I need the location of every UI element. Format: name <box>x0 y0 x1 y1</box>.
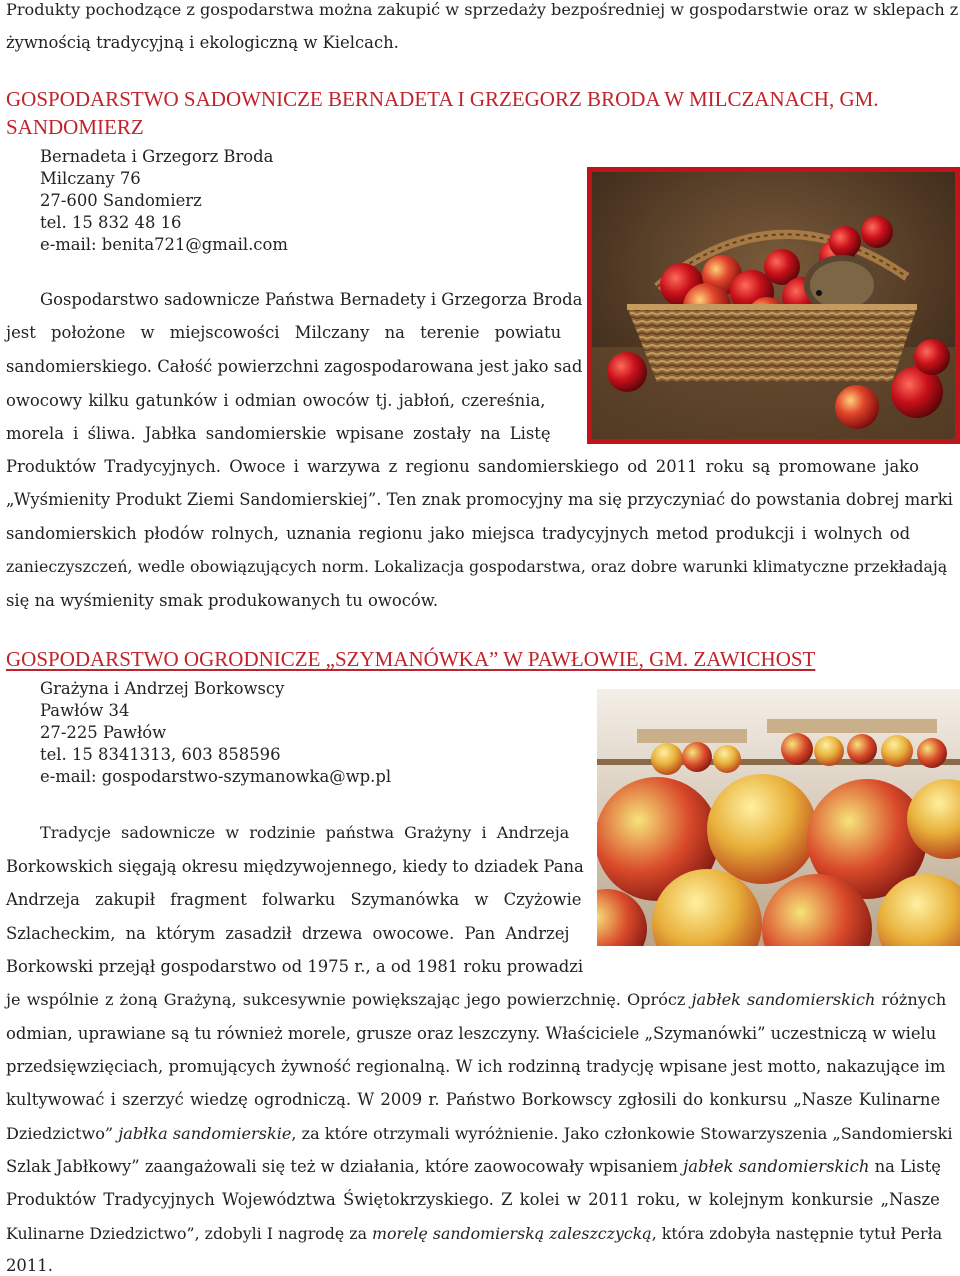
farm2-para-line-11-a: Szlak Jabłkowy” zaangażowali się też w działania, które zaowocowały wpisaniem <box>6 1157 678 1176</box>
farm2-para-line-10-b: , za które otrzymali wyróżnienie. Jako członkowie Stowarzyszenia „Sandomierski <box>291 1124 953 1143</box>
farm2-para-line-3: Andrzeja zakupił fragment folwarku Szymanówka w Czyżowie <box>6 890 582 909</box>
farm2-para-line-10 <box>6 1124 953 1144</box>
farm2-address <box>40 678 391 788</box>
farm1-address-phone: tel. 15 832 48 16 <box>40 213 182 232</box>
intro-line-1 <box>6 0 958 20</box>
farm1-address-city: 27-600 Sandomierz <box>40 191 202 210</box>
farm2-para-line-13-italic: morelę sandomierską zaleszczycką <box>372 1224 652 1243</box>
farm2-para-line-6-end: różnych <box>881 990 947 1009</box>
farm1-address-email: e-mail: benita721@gmail.com <box>40 235 288 254</box>
farm2-address-street: Pawłów 34 <box>40 701 130 720</box>
apple-crates-illustration <box>597 689 960 946</box>
farm1-title-line1: GOSPODARSTWO SADOWNICZE BERNADETA I GRZEGORZ BRODA W MILCZANACH, GM. <box>6 87 879 111</box>
farm2-para-line-5: Borkowski przejął gospodarstwo od 1975 r., a od 1981 roku prowadzi <box>6 957 584 976</box>
farm1-para-line-8: sandomierskich płodów rolnych, uznania regionu jako miejsca tradycyjnych metod produkcji i wolnych od <box>6 524 911 543</box>
farm2-para-line-13 <box>6 1224 942 1244</box>
farm2-para-line-7: odmian, uprawiane są tu również morele, grusze oraz leszczyny. Właściciele „Szymanówki” uczestniczą w wielu <box>6 1024 937 1043</box>
farm1-para-line-7: „Wyśmienity Produkt Ziemi Sandomierskiej”. Ten znak promocyjny ma się przyczyniać do powstania dobrej marki <box>6 490 953 509</box>
farm2-para-line-13-b: , która zdobyła następnie tytuł Perła <box>651 1224 943 1243</box>
farm1-para-line-2 <box>6 323 570 343</box>
farm2-address-phone: tel. 15 8341313, 603 858596 <box>40 745 281 764</box>
farm2-para-line-10-a: Dziedzictwo” <box>6 1124 114 1143</box>
farm1-address-name: Bernadeta i Grzegorz Broda <box>40 147 274 166</box>
farm2-para-line-13-a: Kulinarne Dziedzictwo”, zdobyli I nagrodę za <box>6 1224 367 1243</box>
farm2-para-line-12: Produktów Tradycyjnych Województwa Świętokrzyskiego. Z kolei w 2011 roku, w kolejnym konkursie „Nasze <box>6 1190 940 1209</box>
apple-basket-illustration <box>587 167 960 444</box>
farm2-address-name: Grażyna i Andrzej Borkowscy <box>40 679 285 698</box>
intro-line-2: żywnością tradycyjną i ekologiczną w Kielcach. <box>6 33 399 52</box>
farm1-para-line-5: morela i śliwa. Jabłka sandomierskie wpisane zostały na Listę <box>6 424 551 443</box>
farm2-para-line-11-italic: jabłek sandomierskich <box>683 1157 870 1176</box>
farm1-para-line-3: sandomierskiego. Całość powierzchni zagospodarowana jest jako sad <box>6 357 583 376</box>
farm2-para-line-8: przedsięwzięciach, promujących żywność regionalną. W ich rodzinną tradycję wpisane jest motto, nakazujące im <box>6 1057 946 1076</box>
intro-text: Produkty pochodzące z gospodarstwa można zakupić w sprzedaży bezpośredniej w gospodarstwie oraz w sklepach z <box>6 0 959 19</box>
farm2-para-line-6 <box>6 990 946 1010</box>
farm1-address <box>40 146 288 256</box>
farm1-para-line-10: się na wyśmienity smak produkowanych tu owoców. <box>6 591 439 610</box>
farm2-para-line-1-text: Tradycje sadownicze w rodzinie państwa Grażyny i Andrzeja <box>40 823 570 842</box>
farm2-para-line-6-text: je wspólnie z żoną Grażyną, sukcesywnie powiększając jego powierzchnię. Oprócz <box>6 990 686 1009</box>
apple-crates-photo <box>597 689 960 946</box>
farm1-para-line-1: Gospodarstwo sadownicze Państwa Bernadety i Grzegorza Broda <box>40 290 583 309</box>
apple-basket-photo <box>587 167 960 444</box>
farm1-para-line-9: zanieczyszczeń, wedle obowiązujących norm. Lokalizacja gospodarstwa, oraz dobre warunki klimatyczne przekładają <box>6 557 948 576</box>
farm2-para-line-11 <box>6 1157 941 1177</box>
farm1-title-line2: SANDOMIERZ <box>6 115 144 139</box>
farm1-address-street: Milczany 76 <box>40 169 141 188</box>
farm2-address-email: e-mail: gospodarstwo-szymanowka@wp.pl <box>40 767 392 786</box>
farm2-para-line-9: kultywować i szerzyć wiedzę ogrodniczą. W 2009 r. Państwo Borkowscy zgłosili do konkursu „Nasze Kulinarne <box>6 1090 941 1109</box>
farm2-para-line-1 <box>40 823 570 843</box>
farm1-para-line-6: Produktów Tradycyjnych. Owoce i warzywa z regionu sandomierskiego od 2011 roku są promowane jako <box>6 457 920 476</box>
farm2-title: GOSPODARSTWO OGRODNICZE „SZYMANÓWKA” W PAWŁOWIE, GM. ZAWICHOST <box>6 647 816 671</box>
farm2-address-city: 27-225 Pawłów <box>40 723 167 742</box>
farm2-para-line-14: 2011. <box>6 1256 53 1275</box>
farm2-para-line-6-italic: jabłek sandomierskich <box>691 990 876 1009</box>
farm2-para-line-2: Borkowskich sięgają okresu międzywojennego, kiedy to dziadek Pana <box>6 857 584 876</box>
farm2-para-line-4: Szlacheckim, na którym zasadził drzewa owocowe. Pan Andrzej <box>6 924 570 943</box>
farm2-para-line-11-b: na Listę <box>874 1157 941 1176</box>
farm2-para-line-10-italic: jabłka sandomierskie <box>118 1124 292 1143</box>
farm1-para-line-2-text: jest położone w miejscowości Milczany na terenie powiatu <box>6 323 562 342</box>
farm1-para-line-4: owocowy kilku gatunków i odmian owoców tj. jabłoń, czereśnia, <box>6 391 546 410</box>
